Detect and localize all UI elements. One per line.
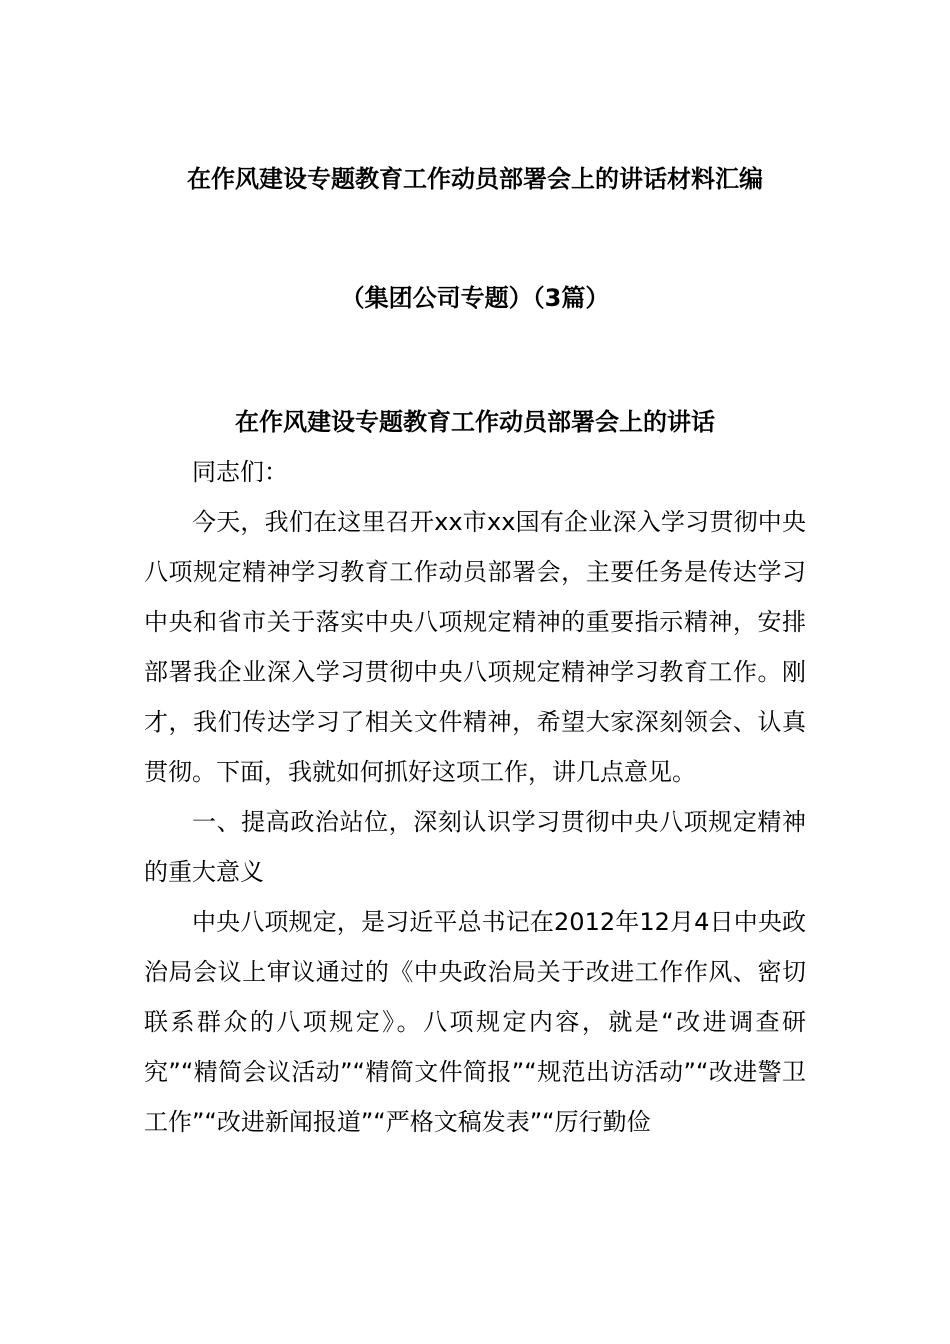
body-paragraph-heading-one: 一、提高政治站位，深刻认识学习贯彻中央八项规定精神的重大意义 <box>144 808 806 886</box>
document-subtitle: （集团公司专题）（3篇） <box>340 284 610 312</box>
body-paragraph-eight-rules: 中央八项规定，是习近平总书记在2012年12月4日中央政治局会议上审议通过的《中央政治局关于改进工作作风、密切联系群众的八项规定》。八项规定内容，就是“改进调查研究”“精简会议活动”“精简文件简报”“规范出访活动”“改进警卫工作”“改进新闻报道”“严格文稿发表”“厉行勤俭 <box>144 908 806 1136</box>
document-body <box>144 447 806 1147</box>
document-title: 在作风建设专题教育工作动员部署会上的讲话材料汇编 <box>187 165 763 193</box>
section-heading: 在作风建设专题教育工作动员部署会上的讲话 <box>235 408 715 436</box>
body-paragraph-intro: 今天，我们在这里召开xx市xx国有企业深入学习贯彻中央八项规定精神学习教育工作动员部署会，主要任务是传达学习中央和省市关于落实中央八项规定精神的重要指示精神，安排部署我企业深入学习贯彻中央八项规定精神学习教育工作。刚才，我们传达学习了相关文件精神，希望大家深刻领会、认真贯彻。下面，我就如何抓好这项工作，讲几点意见。 <box>144 508 806 786</box>
salutation: 同志们： <box>192 458 288 486</box>
